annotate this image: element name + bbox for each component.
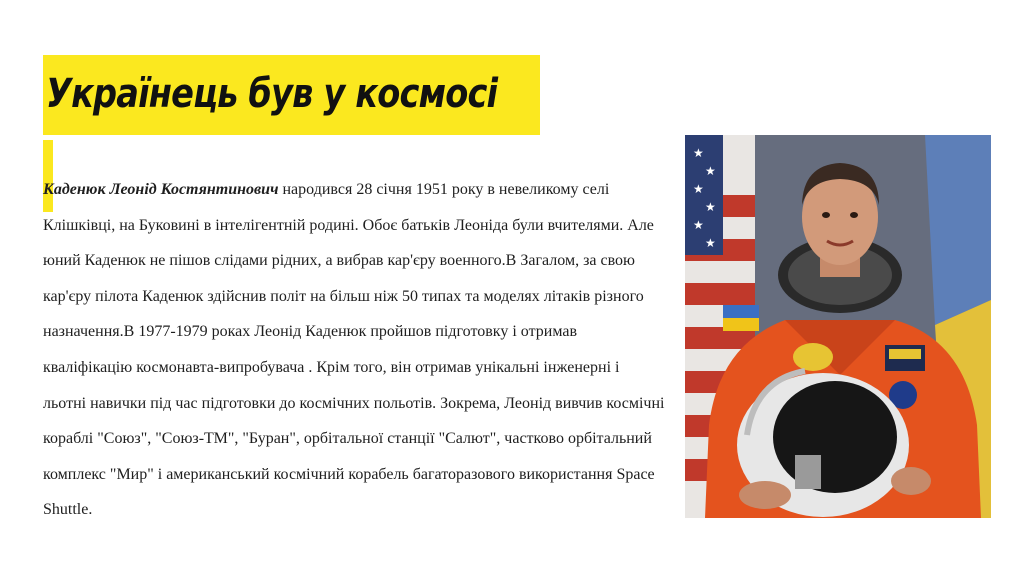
svg-text:★: ★: [693, 182, 704, 196]
title-banner: [43, 55, 540, 135]
svg-text:★: ★: [693, 146, 704, 160]
svg-text:★: ★: [705, 164, 716, 178]
svg-text:★: ★: [705, 236, 716, 250]
astronaut-photo: [685, 135, 991, 518]
svg-text:★: ★: [705, 200, 716, 214]
page-title: Українець був у космосі: [46, 71, 498, 117]
svg-text:★: ★: [693, 218, 704, 232]
biography-paragraph: [43, 172, 665, 528]
biography-text: народився 28 січня 1951 року в невеликому селі Клішківці, на Буковині в інтелігентній родині. Обоє батьків Леоніда були вчителями. Але юний Каденюк не пішов слідами рідних, а вибрав кар'єру военного.В Загалом, за свою кар'єру пілота Каденюк здійснив політ на більш ніж 50 типах та моделях літаків різного назначення.В 1977-1979 роках Леонід Каденюк пройшов підготовку і отримав кваліфікацію космонавта-випробувача . Крім того, він отримав унікальні інженерні і льотні навички під час підготовки до космічних польотів. Зокрема, Леонід вивчив космічні кораблі "Союз", "Союз-ТМ", "Буран", орбітальної станції "Салют", частково орбітальний комплекс "Мир" і американський космічний корабель багаторазового використання Space Shuttle.: [43, 181, 665, 519]
person-name: Каденюк Леонід Костянтинович: [43, 181, 279, 198]
